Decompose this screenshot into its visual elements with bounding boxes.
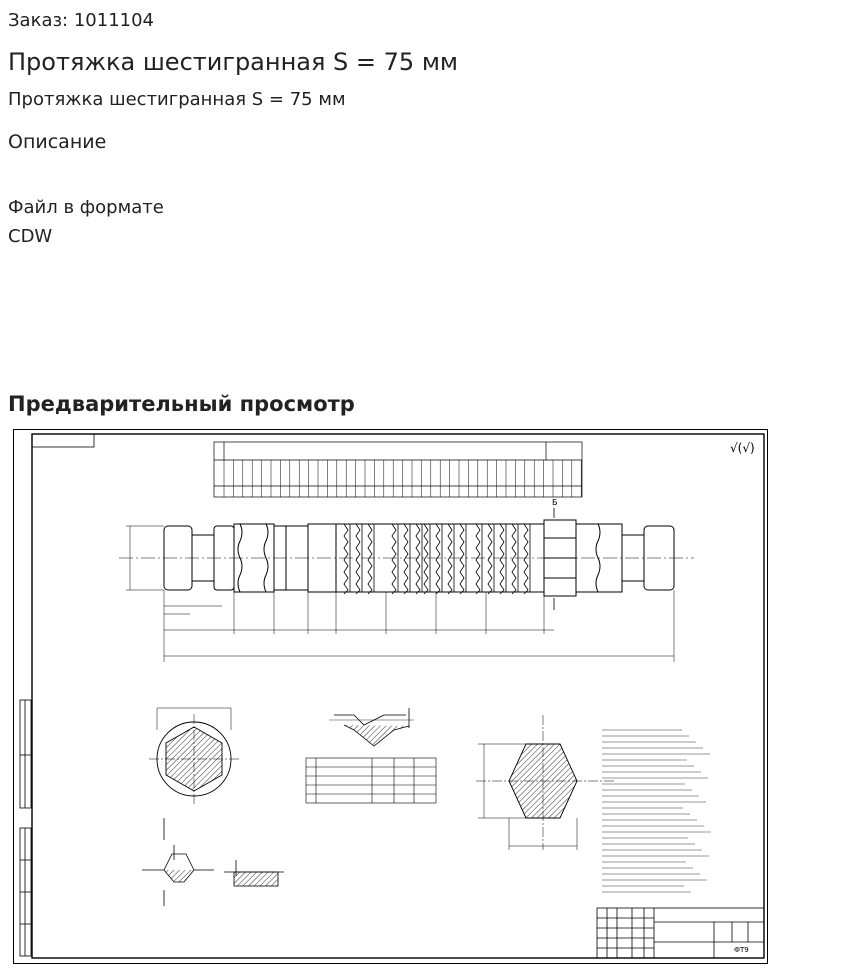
tooth-profile-detail [329, 708, 414, 746]
dimension-lines [126, 526, 674, 662]
tooth-size-table-columns [224, 460, 581, 497]
technical-notes [602, 730, 711, 892]
product-subtitle: Протяжка шестигранная S = 75 мм [8, 89, 346, 110]
chamfer-detail [142, 818, 214, 906]
left-side-strips [20, 700, 31, 956]
section-label-top: Б [552, 498, 558, 507]
preview-heading: Предварительный просмотр [8, 392, 355, 416]
round-section-view [149, 708, 239, 804]
technical-drawing [14, 430, 767, 963]
tooth-size-table [214, 442, 582, 497]
order-number: 1011104 [73, 10, 155, 31]
sheet-corner-box [32, 434, 94, 447]
roughness-mark: √(√) [730, 441, 755, 455]
product-title: Протяжка шестигранная S = 75 мм [8, 48, 459, 76]
drawing-preview[interactable] [13, 429, 768, 964]
hex-section-view [476, 715, 614, 850]
edge-detail [224, 860, 284, 886]
sheet-frame [32, 434, 764, 958]
order-line [8, 10, 154, 31]
parameter-table [306, 758, 436, 803]
order-label: Заказ: [8, 10, 69, 31]
broach-teeth [344, 524, 530, 594]
title-block-stamp: ФТ9 [734, 946, 749, 954]
broach-side-view [119, 520, 694, 596]
file-format-note: Файл в формате CDW [8, 197, 164, 247]
description-heading: Описание [8, 131, 107, 153]
